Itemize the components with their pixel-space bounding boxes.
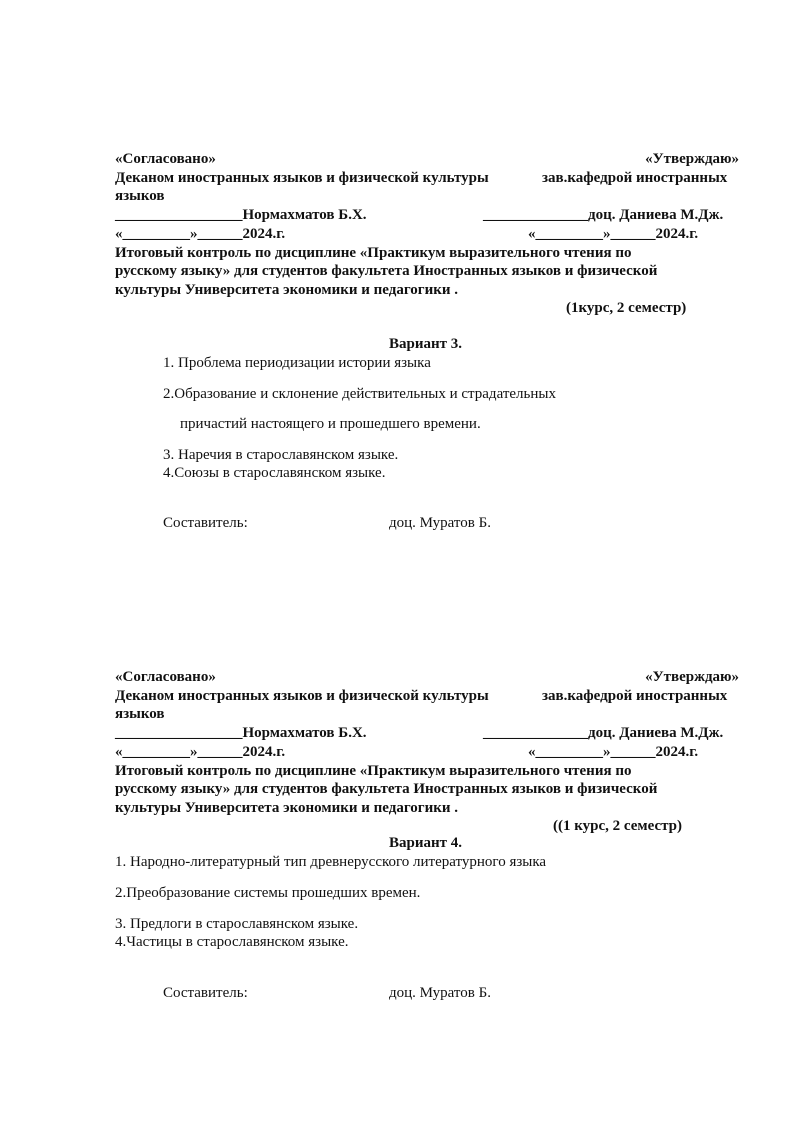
approve-label: «Утверждаю» [645,669,739,685]
dean-line: Деканом иностранных языков и физической культуры [115,170,489,186]
question-4: 4.Союзы в старославянском языке. [163,465,386,481]
date-right: «_________»______2024.г. [528,226,699,242]
question-2: 2.Образование и склонение действительных и страдательных [163,386,556,402]
dean-signature: _________________Нормахматов Б.Х. [115,725,367,741]
control-title-line-1: Итоговый контроль по дисциплине «Практикум выразительного чтения по [115,763,632,779]
dean-signature: _________________Нормахматов Б.Х. [115,207,367,223]
head-line: зав.кафедрой иностранных [542,170,728,186]
control-title-line-3: культуры Университета экономики и педагогики . [115,800,459,816]
languages-line: языков [115,188,165,204]
date-left: «_________»______2024.г. [115,744,286,760]
compiler-label: Составитель: [163,515,248,531]
question-3: 3. Наречия в старославянском языке. [163,447,399,463]
question-3: 3. Предлоги в старославянском языке. [115,916,359,932]
date-left: «_________»______2024.г. [115,226,286,242]
dean-line: Деканом иностранных языков и физической культуры [115,688,489,704]
control-title-line-3: культуры Университета экономики и педагогики . [115,282,459,298]
course-semester: ((1 курс, 2 семестр) [553,818,683,834]
head-signature: ______________доц. Даниева М.Дж. [483,725,724,741]
head-signature: ______________доц. Даниева М.Дж. [483,207,724,223]
variant-title: Вариант 3. [389,336,463,352]
control-title-line-2: русскому языку» для студентов факультета Иностранных языков и физической [115,263,658,279]
question-2-continued: причастий настоящего и прошедшего времени. [180,416,481,432]
question-1: 1. Народно-литературный тип древнерусского литературного языка [115,854,547,870]
control-title-line-2: русскому языку» для студентов факультета Иностранных языков и физической [115,781,658,797]
course-semester: (1курс, 2 семестр) [566,300,687,316]
date-right: «_________»______2024.г. [528,744,699,760]
question-1: 1. Проблема периодизации истории языка [163,355,431,371]
control-title-line-1: Итоговый контроль по дисциплине «Практикум выразительного чтения по [115,245,632,261]
compiler-label: Составитель: [163,985,248,1001]
variant-title: Вариант 4. [389,835,463,851]
agreed-label: «Согласовано» [115,669,216,685]
compiler-name: доц. Муратов Б. [389,985,491,1001]
approve-label: «Утверждаю» [645,151,739,167]
question-4: 4.Частицы в старославянском языке. [115,934,349,950]
compiler-name: доц. Муратов Б. [389,515,491,531]
agreed-label: «Согласовано» [115,151,216,167]
head-line: зав.кафедрой иностранных [542,688,728,704]
languages-line: языков [115,706,165,722]
question-2: 2.Преобразование системы прошедших времен. [115,885,421,901]
